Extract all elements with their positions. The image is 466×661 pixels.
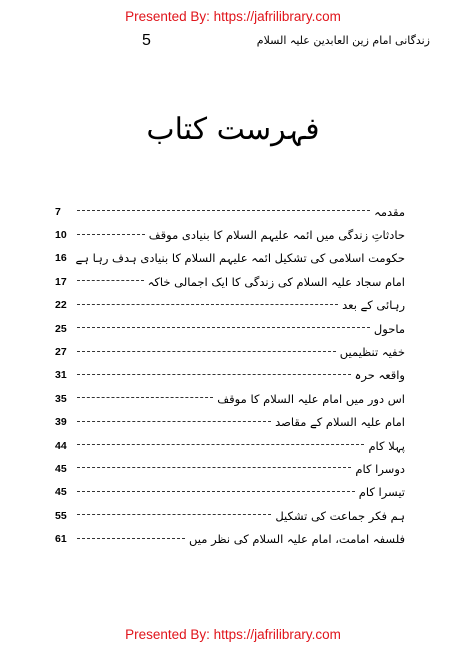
- toc-page-number: 31: [55, 369, 67, 382]
- toc-entry-title: تیسرا کام: [358, 485, 405, 500]
- toc-entry-title: حکومت اسلامی کی تشکیل ائمہ علیہم السلام کا بنیادی ہدف رہا ہے: [75, 251, 405, 266]
- toc-leader-dashes: [77, 514, 271, 515]
- top-banner-link[interactable]: Presented By: https://jafrilibrary.com: [125, 9, 341, 24]
- toc-leader-dashes: [77, 421, 271, 422]
- toc-leader-dashes: [77, 280, 144, 281]
- toc-leader-dashes: [77, 444, 364, 445]
- toc-entry-title: امام سجاد علیہ السلام کی زندگی کا ایک اجمالی خاکہ: [147, 274, 405, 289]
- toc-entry-title: خفیہ تنظیمیں: [339, 345, 405, 360]
- toc-page-number: 45: [55, 462, 67, 475]
- toc-leader-dashes: [77, 467, 351, 468]
- toc-entry-title: ہم فکر جماعت کی تشکیل: [275, 508, 405, 523]
- toc-page-number: 16: [55, 252, 67, 265]
- toc-entry[interactable]: [55, 527, 405, 550]
- toc-entry[interactable]: [55, 270, 405, 293]
- toc-entry[interactable]: [55, 434, 405, 457]
- toc-page-number: 45: [55, 486, 67, 499]
- toc-leader-dashes: [77, 491, 355, 492]
- toc-leader-dashes: [77, 538, 185, 539]
- toc-page-number: 39: [55, 416, 67, 429]
- toc-entry[interactable]: [55, 411, 405, 434]
- toc-leader-dashes: [77, 234, 145, 235]
- toc-entry-title: واقعہ حرہ: [354, 368, 405, 383]
- toc-entry[interactable]: [55, 340, 405, 363]
- page-number: 5: [142, 32, 151, 49]
- toc-leader-dashes: [77, 304, 338, 305]
- toc-page-number: 17: [55, 275, 67, 288]
- toc-entry[interactable]: [55, 247, 405, 270]
- toc-page-number: 35: [55, 392, 67, 405]
- toc-entry[interactable]: [55, 200, 405, 223]
- toc-page-number: 55: [55, 509, 67, 522]
- toc-leader-dashes: [77, 397, 213, 398]
- toc-entry-title: پہلا کام: [368, 438, 405, 453]
- toc-page-number: 61: [55, 533, 67, 546]
- toc-page-number: 7: [55, 205, 61, 218]
- toc-entry-title: دوسرا کام: [355, 461, 405, 476]
- toc-page-number: 44: [55, 439, 67, 452]
- toc-entry-title: رہائی کے بعد: [342, 298, 405, 313]
- toc-entry-title: اس دور میں امام علیہ السلام کا موقف: [217, 391, 405, 406]
- toc-page-number: 10: [55, 229, 67, 242]
- toc-entry[interactable]: [55, 364, 405, 387]
- toc-entry-title: فلسفہ امامت، امام علیہ السلام کی نظر میں: [189, 532, 405, 547]
- toc-leader-dashes: [77, 327, 370, 328]
- bottom-banner-link[interactable]: Presented By: https://jafrilibrary.com: [125, 627, 341, 642]
- toc-entry-title: امام علیہ السلام کے مقاصد: [275, 415, 405, 430]
- toc-entry[interactable]: [55, 504, 405, 527]
- page-title: فہرست کتاب: [146, 112, 320, 147]
- toc-entry[interactable]: [55, 317, 405, 340]
- toc-entry[interactable]: [55, 457, 405, 480]
- toc-leader-dashes: [77, 351, 336, 352]
- running-title: زندگانی امام زین العابدین علیہ السلام: [256, 34, 430, 47]
- toc-entry[interactable]: [55, 481, 405, 504]
- toc-entry-title: مقدمہ: [374, 204, 405, 219]
- toc-entry[interactable]: [55, 294, 405, 317]
- table-of-contents: [55, 200, 405, 551]
- toc-page-number: 25: [55, 322, 67, 335]
- toc-leader-dashes: [77, 374, 351, 375]
- toc-entry[interactable]: [55, 223, 405, 246]
- toc-entry-title: ماحول: [373, 321, 405, 336]
- toc-entry-title: حادثاتِ زندگی میں ائمہ علیہم السلام کا بنیادی موقف: [148, 228, 405, 243]
- toc-page-number: 22: [55, 299, 67, 312]
- toc-page-number: 27: [55, 346, 67, 359]
- toc-entry[interactable]: [55, 387, 405, 410]
- toc-leader-dashes: [77, 210, 370, 211]
